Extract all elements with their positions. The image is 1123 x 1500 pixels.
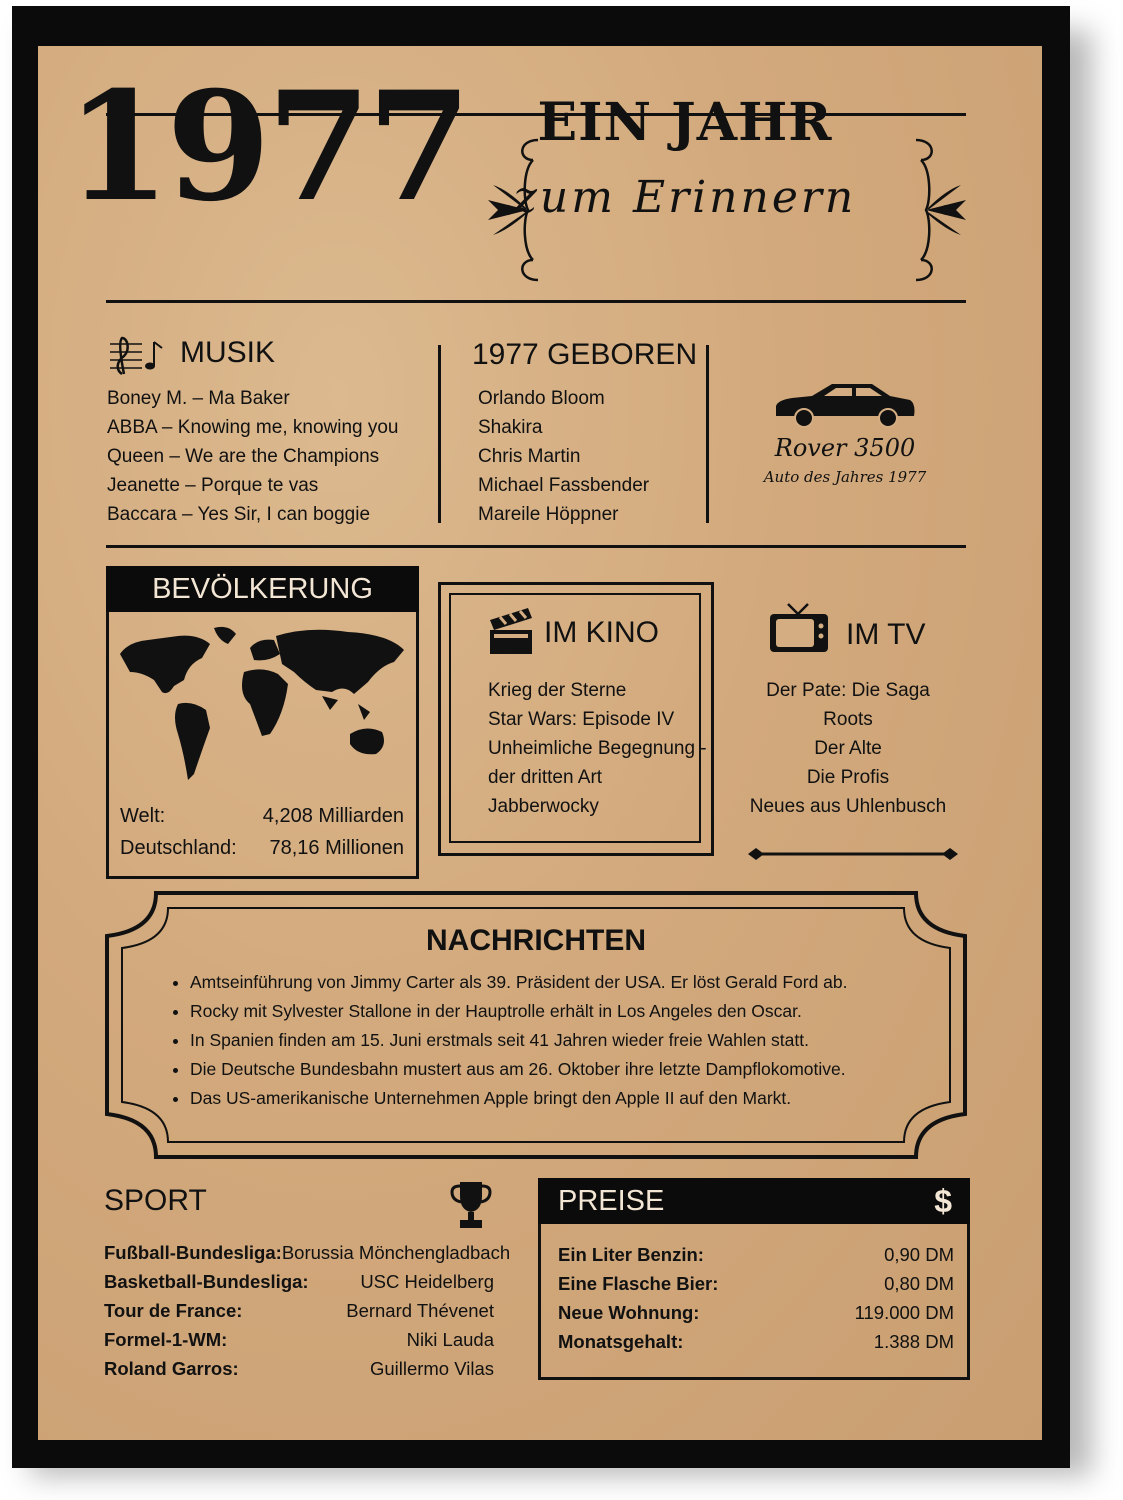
- musik-item: Jeanette – Porque te vas: [107, 475, 319, 496]
- sport-row: [104, 1267, 494, 1296]
- tv-item: Der Alte: [814, 738, 882, 759]
- sport-row: [104, 1238, 511, 1267]
- header-bottom-rule: [106, 300, 966, 303]
- kino-item: Krieg der Sterne: [488, 680, 627, 701]
- preise-label: Monatsgehalt:: [558, 1331, 684, 1352]
- sport-row: [104, 1354, 494, 1383]
- nachrichten-item: • In Spanien finden am 15. Juni erstmals seit 41 Jahren wieder freie Wahlen statt.: [190, 1026, 848, 1055]
- clapperboard-icon: [488, 606, 534, 656]
- preise-heading: PREISE: [558, 1185, 665, 1217]
- preise-label: Eine Flasche Bier:: [558, 1273, 719, 1294]
- nachrichten-item: • Die Deutsche Bundesbahn mustert aus am 26. Oktober ihre letzte Dampflokomotive.: [190, 1055, 848, 1084]
- geboren-item: Shakira: [478, 417, 543, 438]
- musik-item: Baccara – Yes Sir, I can boggie: [107, 504, 371, 525]
- kino-item: Jabberwocky: [488, 796, 599, 817]
- section-rule: [106, 545, 966, 548]
- sport-label: Formel-1-WM:: [104, 1329, 228, 1350]
- preise-row: [558, 1240, 954, 1269]
- bevoelkerung-row: [120, 832, 404, 864]
- geboren-item: Michael Fassbender: [478, 475, 650, 496]
- sport-value: Bernard Thévenet: [346, 1300, 494, 1321]
- right-ornament-icon: [896, 130, 976, 290]
- preise-value: 0,80 DM: [884, 1273, 954, 1294]
- column-divider: [438, 345, 441, 523]
- sport-row: [104, 1296, 494, 1325]
- sport-value: Guillermo Vilas: [369, 1358, 494, 1379]
- bevoelkerung-value: 78,16 Millionen: [269, 837, 404, 859]
- sport-row: [104, 1325, 494, 1354]
- kino-list: [488, 676, 707, 821]
- music-notes-icon: [108, 334, 166, 376]
- bevoelkerung-label: Welt:: [120, 805, 166, 827]
- musik-item: Queen – We are the Champions: [107, 446, 380, 467]
- car-icon: [772, 380, 918, 428]
- year-title: 1977: [66, 59, 468, 235]
- geboren-item: Chris Martin: [478, 446, 581, 467]
- kino-item: der dritten Art: [488, 767, 603, 788]
- column-divider: [706, 345, 709, 523]
- bevoelkerung-value: 4,208 Milliarden: [262, 805, 404, 827]
- bevoelkerung-row: [120, 800, 404, 832]
- bevoelkerung-table: [120, 800, 404, 864]
- geboren-heading: 1977 GEBOREN: [472, 338, 698, 371]
- preise-value: 0,90 DM: [884, 1244, 954, 1265]
- preise-row: [558, 1327, 954, 1356]
- bevoelkerung-heading: BEVÖLKERUNG: [106, 566, 419, 612]
- sport-label: Basketball-Bundesliga:: [104, 1271, 309, 1292]
- kino-heading: IM KINO: [544, 616, 660, 649]
- bevoelkerung-label: Deutschland:: [120, 837, 237, 859]
- nachrichten-item: • Rocky mit Sylvester Stallone in der Hauptrolle erhält in Los Angeles den Oscar.: [190, 997, 848, 1026]
- sport-label: Fußball-Bundesliga:: [104, 1242, 282, 1263]
- geboren-item: Orlando Bloom: [478, 388, 605, 409]
- title-line-2: zum Erinnern: [513, 172, 857, 223]
- tv-item: Der Pate: Die Saga: [766, 680, 930, 701]
- kino-item: Unheimliche Begegnung -: [488, 738, 707, 759]
- nachrichten-item: • Das US-amerikanische Unternehmen Apple bringt den Apple II auf den Markt.: [190, 1084, 848, 1113]
- geboren-list: [478, 384, 649, 529]
- television-icon: [768, 602, 830, 654]
- car-name: Rover 3500: [774, 434, 916, 462]
- sport-label: Roland Garros:: [104, 1358, 239, 1379]
- preise-value: 1.388 DM: [873, 1331, 954, 1352]
- tv-item: Die Profis: [806, 767, 890, 788]
- sport-value: Borussia Mönchengladbach: [281, 1242, 511, 1263]
- preise-table: [558, 1240, 954, 1356]
- dollar-icon: $: [934, 1183, 952, 1219]
- preise-label: Neue Wohnung:: [558, 1302, 700, 1323]
- kino-item: Star Wars: Episode IV: [488, 709, 675, 730]
- preise-row: [558, 1269, 954, 1298]
- nachrichten-heading: NACHRICHTEN: [426, 924, 646, 957]
- tv-divider-ornament: [748, 846, 958, 862]
- sport-table: [104, 1238, 511, 1383]
- musik-item: ABBA – Knowing me, knowing you: [107, 417, 399, 438]
- tv-list: [740, 676, 956, 821]
- car-caption: Auto des Jahres 1977: [763, 468, 927, 486]
- sport-value: USC Heidelberg: [360, 1271, 494, 1292]
- preise-label: Ein Liter Benzin:: [558, 1244, 704, 1265]
- musik-heading: MUSIK: [180, 336, 276, 369]
- tv-item: Neues aus Uhlenbusch: [749, 796, 947, 817]
- sport-label: Tour de France:: [104, 1300, 243, 1321]
- preise-row: [558, 1298, 954, 1327]
- trophy-icon: [450, 1180, 492, 1230]
- musik-list: [107, 384, 399, 529]
- preise-header: [538, 1178, 970, 1224]
- title-line-1: EIN JAHR: [537, 92, 833, 153]
- musik-item: Boney M. – Ma Baker: [107, 388, 290, 409]
- sport-value: Niki Lauda: [406, 1329, 494, 1350]
- nachrichten-item: • Amtseinführung von Jimmy Carter als 39. Präsident der USA. Er löst Gerald Ford ab.: [190, 968, 848, 997]
- preise-value: 119.000 DM: [854, 1302, 954, 1323]
- tv-item: Roots: [823, 709, 873, 730]
- world-map-icon: [118, 624, 408, 784]
- tv-heading: IM TV: [846, 618, 926, 651]
- sport-heading: SPORT: [104, 1184, 207, 1217]
- geboren-item: Mareile Höppner: [478, 504, 619, 525]
- nachrichten-list: [166, 968, 848, 1113]
